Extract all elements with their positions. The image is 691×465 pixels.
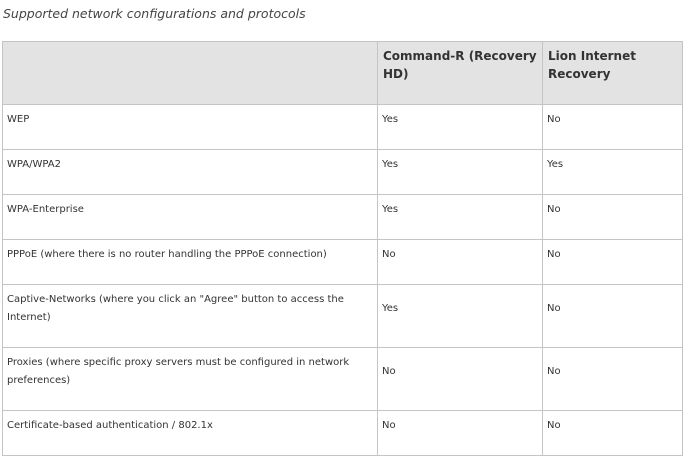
header-feature [3,42,378,105]
protocols-table [2,41,683,456]
table-row [3,150,683,195]
header-row [3,42,683,105]
table-row [3,195,683,240]
lion-cell: No [543,348,683,411]
feature-cell: WEP [3,105,378,150]
command-r-cell: No [378,411,543,456]
table-row [3,348,683,411]
command-r-cell: No [378,348,543,411]
lion-cell: No [543,411,683,456]
table-caption: Supported network configurations and protocols [3,6,306,21]
lion-cell: No [543,240,683,285]
table-row [3,411,683,456]
command-r-cell: Yes [378,285,543,348]
command-r-cell: Yes [378,105,543,150]
command-r-cell: No [378,240,543,285]
command-r-cell: Yes [378,195,543,240]
table-row [3,105,683,150]
table-row [3,285,683,348]
feature-cell: Certificate-based authentication / 802.1x [3,411,378,456]
header-command-r: Command-R (Recovery HD) [378,42,543,105]
command-r-cell: Yes [378,150,543,195]
feature-cell: WPA-Enterprise [3,195,378,240]
table-row [3,240,683,285]
feature-cell: WPA/WPA2 [3,150,378,195]
lion-cell: No [543,285,683,348]
lion-cell: No [543,105,683,150]
feature-cell: Proxies (where specific proxy servers must be configured in network preferences) [3,348,378,411]
lion-cell: Yes [543,150,683,195]
lion-cell: No [543,195,683,240]
feature-cell: Captive-Networks (where you click an "Agree" button to access the Internet) [3,285,378,348]
feature-cell: PPPoE (where there is no router handling the PPPoE connection) [3,240,378,285]
header-lion-recovery: Lion Internet Recovery [543,42,683,105]
